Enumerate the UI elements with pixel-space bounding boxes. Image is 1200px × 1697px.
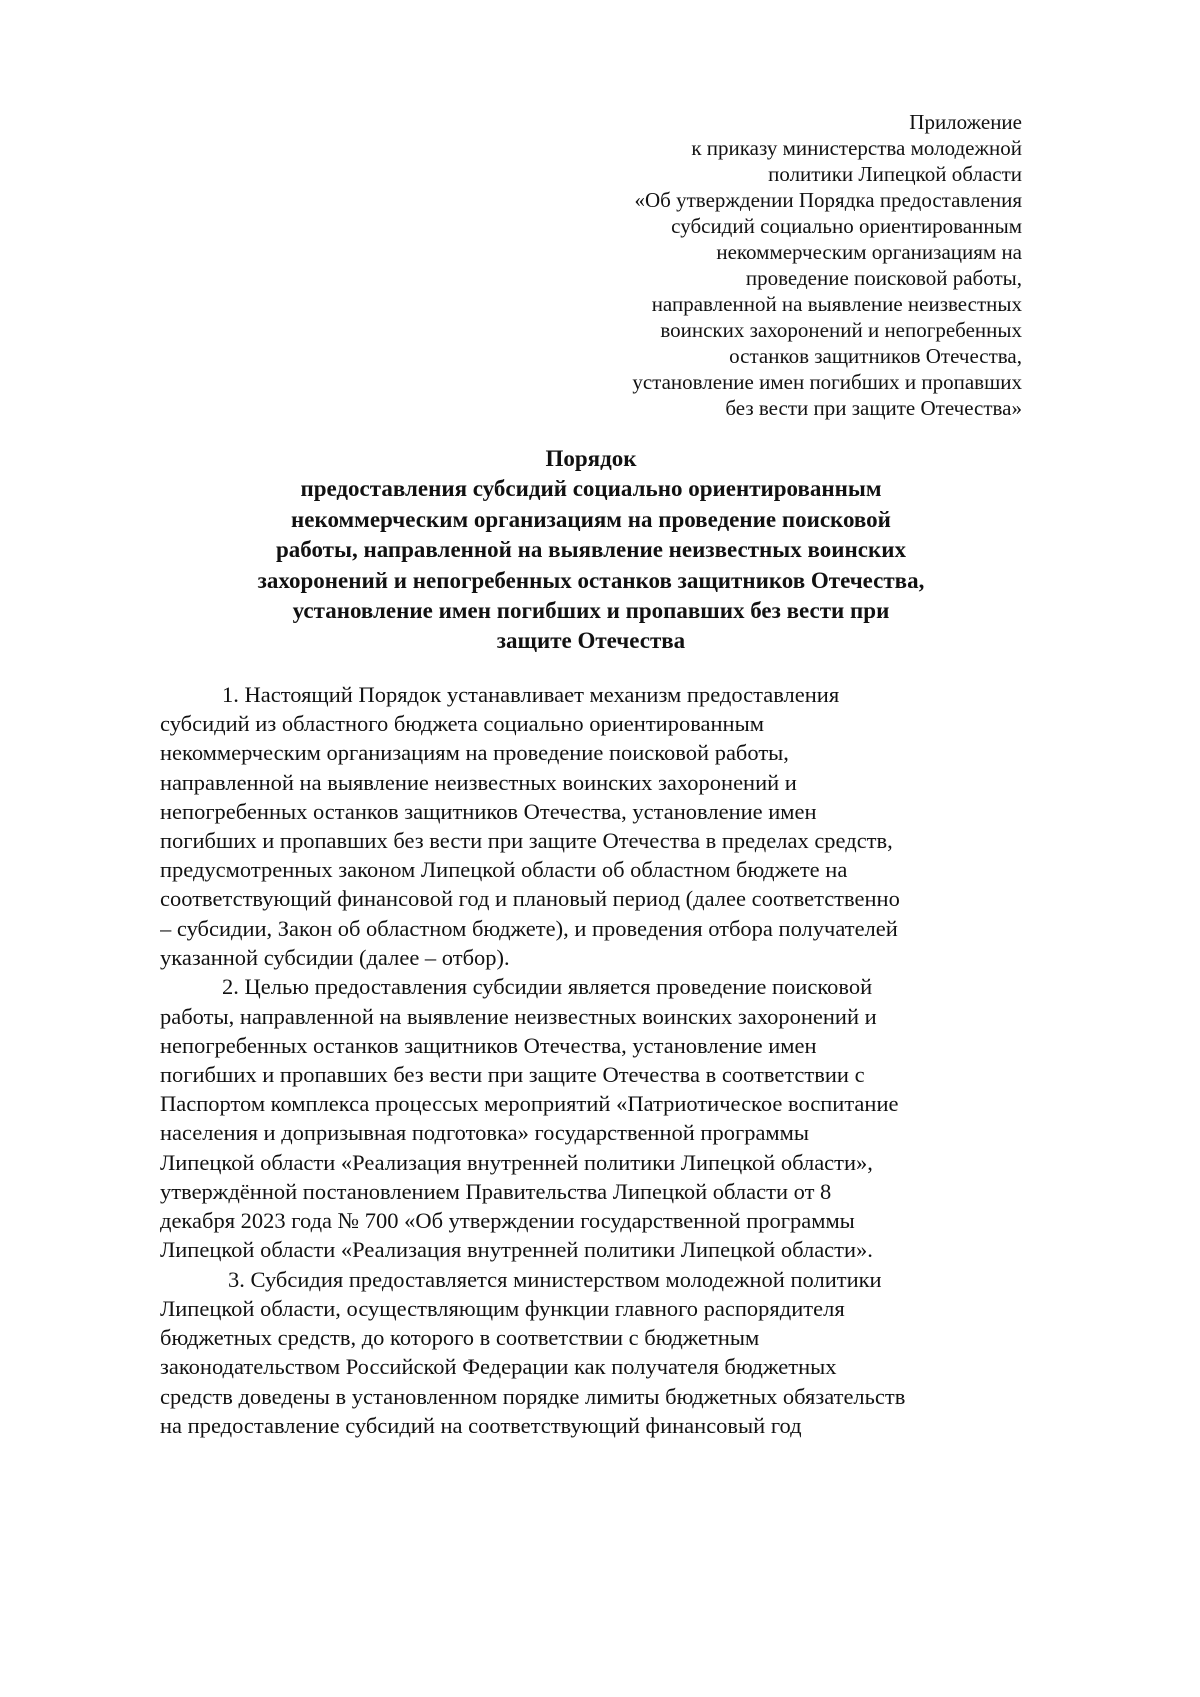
paragraph-line: предусмотренных законом Липецкой области об областном бюджете на [160,857,848,883]
appendix-line: воинских захоронений и непогребенных [660,318,1022,342]
appendix-line: к приказу министерства молодежной [691,136,1022,160]
paragraph-line: непогребенных останков защитников Отечества, установление имен [160,798,817,824]
paragraph-line: законодательством Российской Федерации как получателя бюджетных [160,1354,837,1380]
paragraph-line: – субсидии, Закон об областном бюджете), и проведения отбора получателей [160,915,898,941]
appendix-line: субсидий социально ориентированным [671,214,1022,238]
appendix-line: направленной на выявление неизвестных [651,292,1022,316]
appendix-line: политики Липецкой области [768,162,1022,186]
paragraph-line: населения и допризывная подготовка» государственной программы [160,1120,810,1146]
title-line: установление имен погибших и пропавших без вести при [292,598,890,624]
paragraph-line: погибших и пропавших без вести при защите Отечества в пределах средств, [160,827,893,853]
paragraph-line: Липецкой области, осуществляющим функции главного распорядителя [160,1295,845,1321]
appendix-line: останков защитников Отечества, [729,344,1022,368]
appendix-line: без вести при защите Отечества» [725,396,1022,420]
paragraph-line: средств доведены в установленном порядке лимиты бюджетных обязательств [160,1383,906,1409]
paragraph-line: Липецкой области «Реализация внутренней политики Липецкой области». [160,1237,873,1263]
title-line: защите Отечества [496,628,686,654]
paragraph-1 [160,680,1022,972]
appendix-line: некоммерческим организациям на [716,240,1022,264]
paragraph-line: субсидий из областного бюджета социально ориентированным [160,711,764,737]
paragraph-line: некоммерческим организациям на проведение поисковой работы, [160,740,789,766]
document-title [160,444,1022,657]
paragraph-2 [160,972,1022,1264]
title-line: предоставления субсидий социально ориентированным [300,476,882,502]
paragraph-line: 2. Целью предоставления субсидии является проведение поисковой [222,974,873,1000]
appendix-line: установление имен погибших и пропавших [632,370,1022,394]
appendix-block [520,109,1022,421]
paragraph-line: направленной на выявление неизвестных воинских захоронений и [160,769,797,795]
paragraph-line: указанной субсидии (далее – отбор). [160,944,510,970]
paragraph-3 [160,1265,1022,1440]
title-line: Порядок [545,446,637,471]
paragraph-line: Паспортом комплекса процессых мероприятий «Патриотическое воспитание [160,1091,899,1117]
appendix-line: «Об утверждении Порядка предоставления [634,188,1022,212]
paragraph-line: 1. Настоящий Порядок устанавливает механизм предоставления [222,682,840,707]
paragraph-line: работы, направленной на выявление неизвестных воинских захоронений и [160,1003,877,1029]
paragraph-line: декабря 2023 года № 700 «Об утверждении государственной программы [160,1207,855,1233]
paragraph-line: погибших и пропавших без вести при защите Отечества в соответствии с [160,1061,865,1087]
paragraph-line: бюджетных средств, до которого в соответствии с бюджетным [160,1325,760,1351]
title-line: работы, направленной на выявление неизвестных воинских [276,537,906,563]
paragraph-line: соответствующий финансовой год и плановый период (далее соответственно [160,886,900,912]
paragraph-line: непогребенных останков защитников Отечества, установление имен [160,1032,817,1058]
appendix-line: проведение поисковой работы, [745,266,1022,290]
title-line: некоммерческим организациям на проведение поисковой [291,506,891,532]
title-line: захоронений и непогребенных останков защитников Отечества, [257,567,925,593]
paragraph-line: утверждённой постановлением Правительства Липецкой области от 8 [160,1178,832,1204]
document-body [160,680,1022,1440]
paragraph-line: 3. Субсидия предоставляется министерством молодежной политики [228,1266,882,1292]
paragraph-line: Липецкой области «Реализация внутренней политики Липецкой области», [160,1149,873,1175]
paragraph-line: на предоставление субсидий на соответствующий финансовый год [160,1412,802,1438]
appendix-line: Приложение [909,110,1022,134]
